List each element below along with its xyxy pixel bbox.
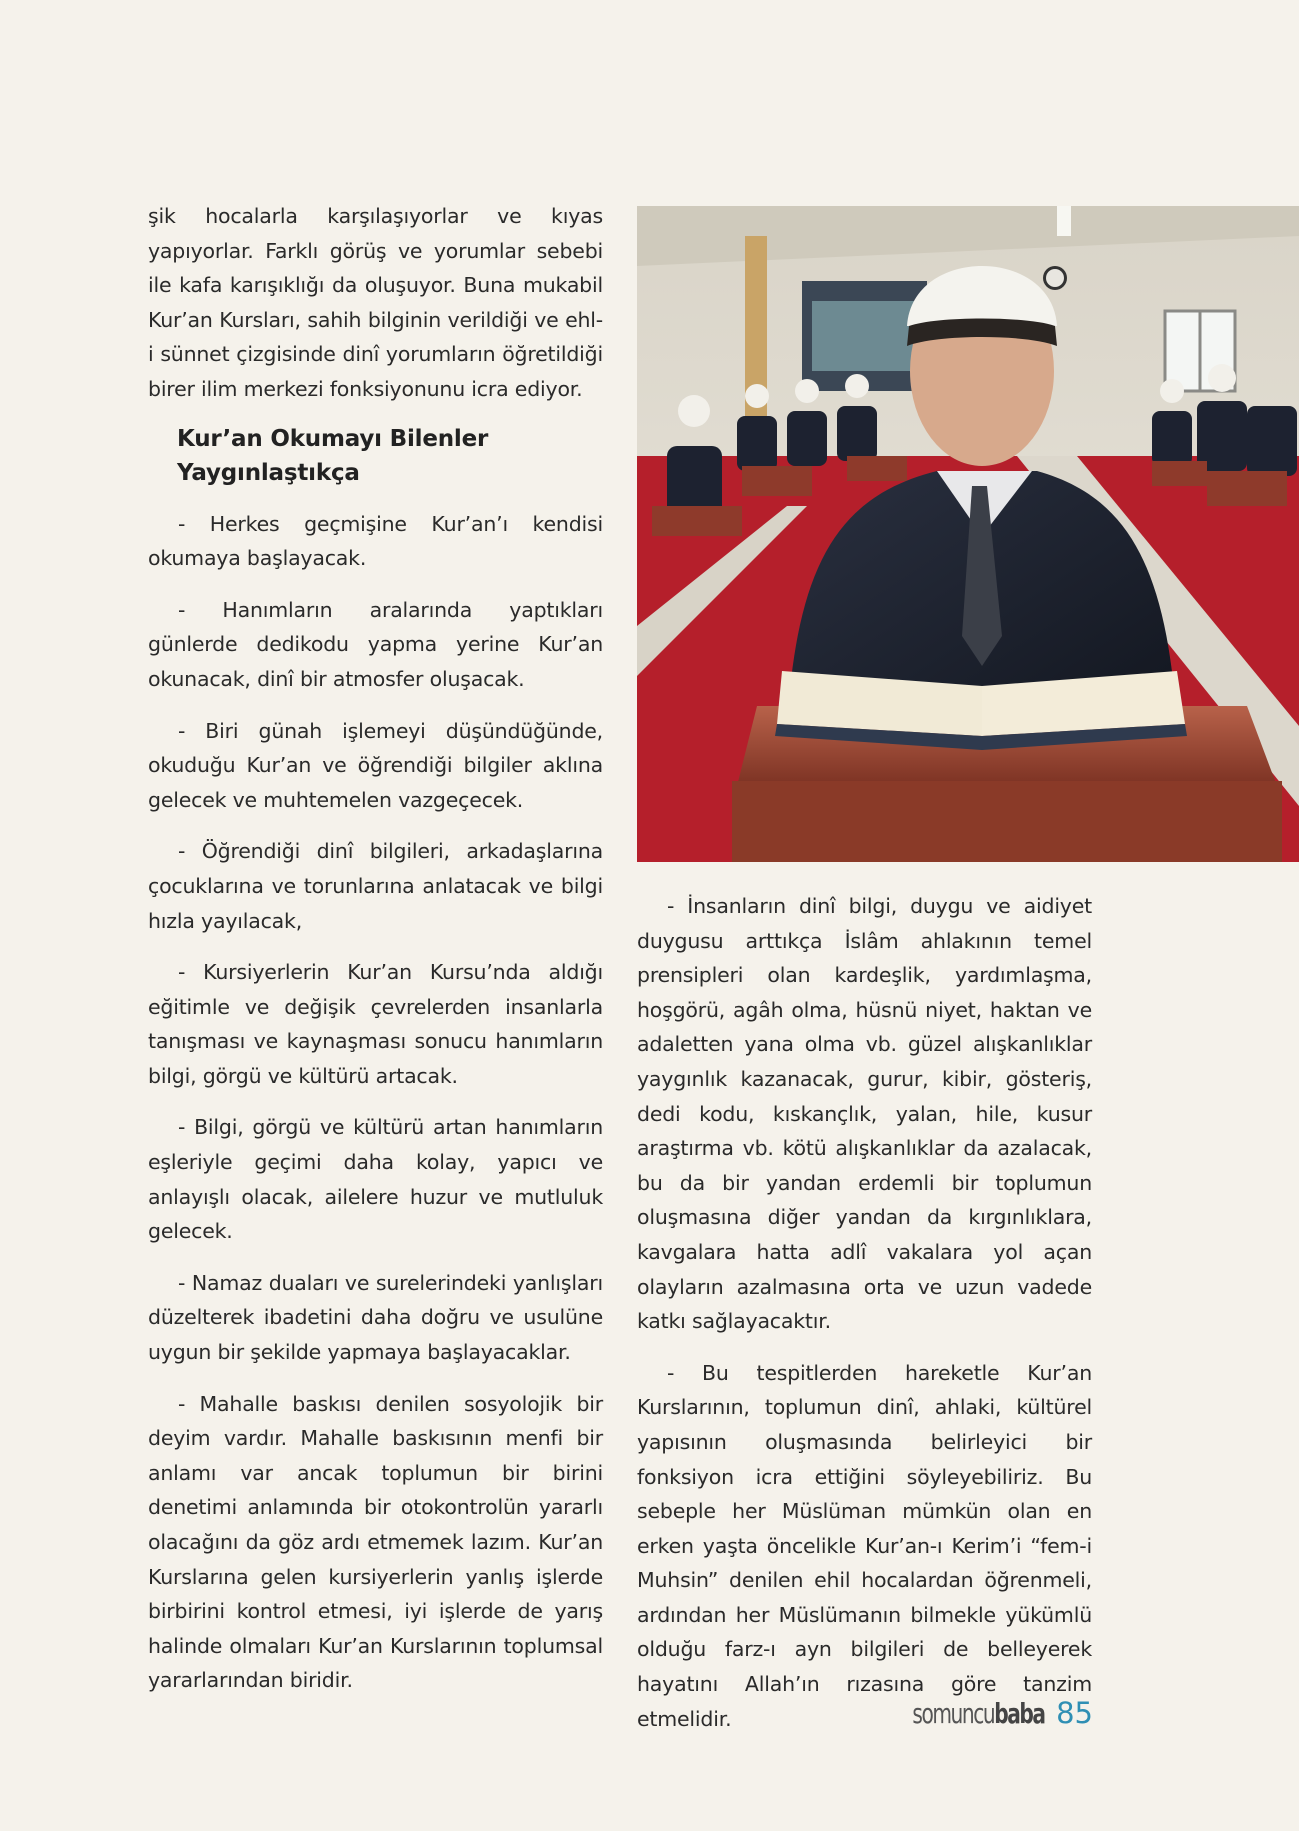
photo-illustration	[637, 206, 1299, 862]
heading-line-1: Kur’an Okumayı Bilenler	[177, 425, 489, 452]
paragraph: - Bu tespitlerden hareketle Kur’an Kurslarının, toplumun dinî, ahlaki, kültürel yapısının oluşmasında belirleyici bir fonksiyon icra ettiğini söyleyebiliriz. Bu sebeple her Müslüman mümkün olan en erken yaşta öncelikle Kur’an-ı Kerim’i “fem-i Muhsin” denilen ehil hocalardan öğrenmeli, ardından her Müslümanın bilmekle yükümlü olduğu farz-ı ayn bilgileri de belleyerek hayatını Allah’ın rızasına göre tanzim etmelidir.	[637, 1360, 1092, 1731]
paragraph: - Herkes geçmişine Kur’an’ı kendisi okumaya başlayacak.	[148, 511, 603, 571]
paragraph: - Bilgi, görgü ve kültürü artan hanımların eşleriyle geçimi daha kolay, yapıcı ve anlayışlı olacak, ailelere huzur ve mutluluk gelecek.	[148, 1115, 603, 1244]
paragraph: - Biri günah işlemeyi düşündüğünde, okuduğu Kur’an ve öğrendiği bilgiler aklına gelecek ve muhtemelen vazgeçecek.	[148, 718, 603, 812]
logo-part-2: baba	[993, 1697, 1045, 1730]
logo-part-1: somuncu	[911, 1697, 994, 1730]
page-footer	[861, 1696, 1093, 1730]
right-column	[637, 889, 1092, 1753]
paragraph: şik hocalarla karşılaşıyorlar ve kıyas yapıyorlar. Farklı görüş ve yorumlar sebebi ile kafa karışıklığı da oluşuyor. Buna mukabil Kur’an Kursları, sahih bilginin verildiği ve ehl-i sünnet çizgisinde dinî yorumların öğretildiği birer ilim merkezi fonksiyonunu icra ediyor.	[148, 204, 603, 401]
paragraph: - Hanımların aralarında yaptıkları günlerde dedikodu yapma yerine Kur’an okunacak, dinî bir atmosfer oluşacak.	[148, 597, 603, 691]
paragraph: - Kursiyerlerin Kur’an Kursu’nda aldığı eğitimle ve değişik çevrelerden insanlarla tanışması ve kaynaşması sonucu hanımların bilgi, görgü ve kültürü artacak.	[148, 960, 603, 1088]
left-column	[148, 199, 603, 1715]
paragraph: - Mahalle baskısı denilen sosyolojik bir deyim vardır. Mahalle baskısının menfi bir anlamı var ancak toplumun bir birini denetimi anlamında bir otokontrolün yararlı olacağını da göz ardı etmemek lazım. Kur’an Kurslarına gelen kursiyerlerin yanlış işlerde birbirini kontrol etmesi, iyi işlerde de yarış halinde olmaları Kur’an Kurslarının toplumsal yararlarından biridir.	[148, 1391, 603, 1693]
paragraph: - İnsanların dinî bilgi, duygu ve aidiyet duygusu arttıkça İslâm ahlakının temel prensipleri olan kardeşlik, yardımlaşma, hoşgörü, agâh olma, hüsnü niyet, haktan ve adaletten yana olma vb. güzel alışkanlıklar yaygınlık kazanacak, gurur, kibir, gösteriş, dedi kodu, kıskançlık, yalan, hile, kusur araştırma vb. kötü alışkanlıklar da azalacak, bu da bir yandan erdemli bir toplumun oluşmasına diğer yandan da kırgınlıklara, kavgalara hatta adlî vakalara yol açan olayların azalmasına orta ve uzun vadede katkı sağlayacaktır.	[637, 894, 1092, 1334]
photo-boy-reading-quran	[637, 206, 1299, 862]
paragraph: - Namaz duaları ve surelerindeki yanlışları düzelterek ibadetini daha doğru ve usulüne uygun bir şekilde yapmaya başlayacaklar.	[148, 1270, 603, 1365]
section-heading	[177, 422, 603, 490]
page-number: 85	[1056, 1696, 1093, 1730]
heading-line-2: Yaygınlaştıkça	[177, 459, 360, 486]
paragraph: - Öğrendiği dinî bilgileri, arkadaşlarına çocuklarına ve torunlarına anlatacak ve bilgi hızla yayılacak,	[148, 839, 603, 933]
magazine-logo	[912, 1697, 1044, 1730]
